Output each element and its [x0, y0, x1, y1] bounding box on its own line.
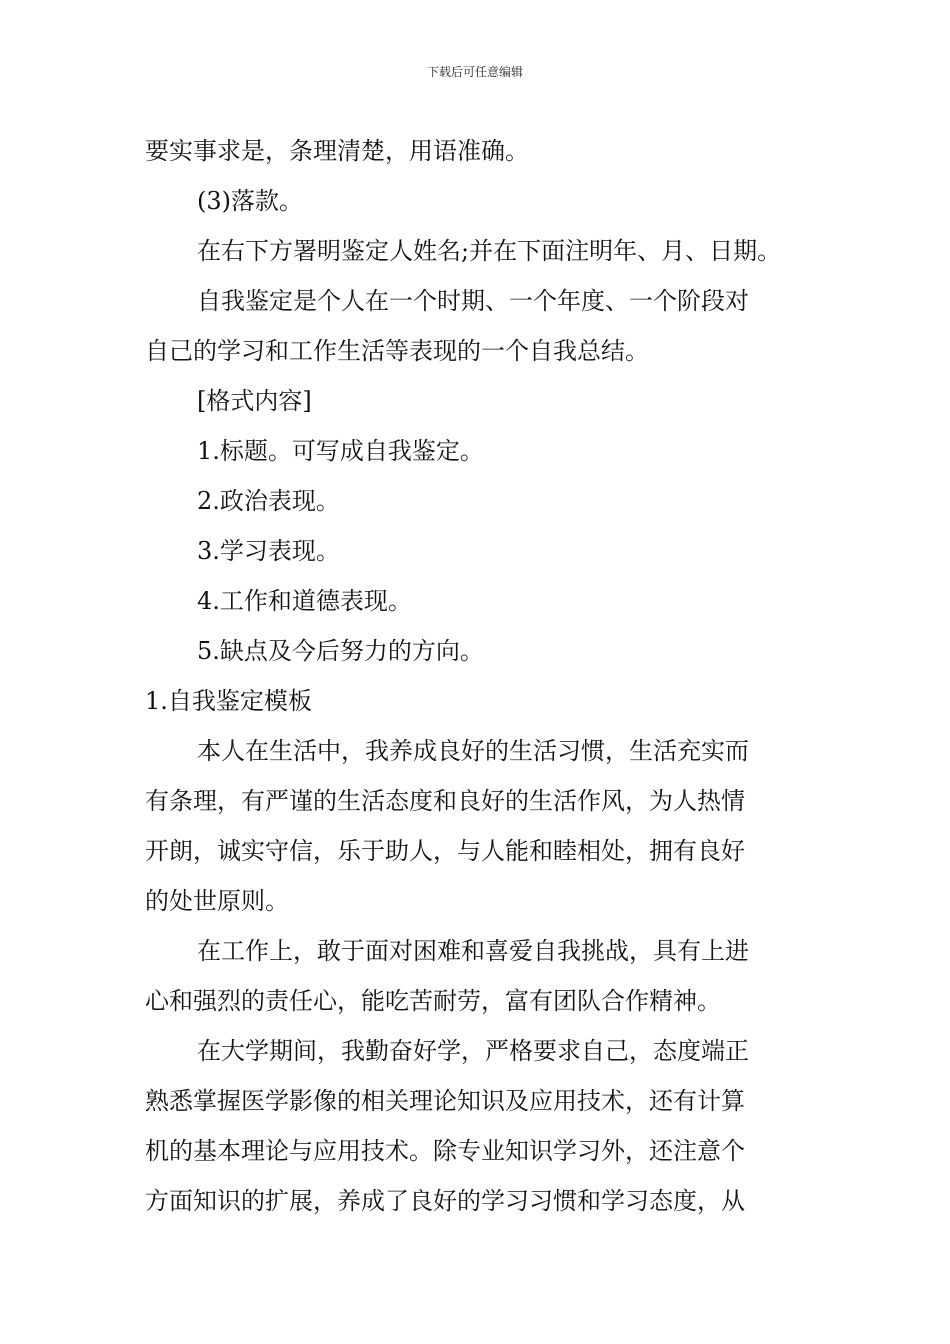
list-item: 1.标题。可写成自我鉴定。: [197, 437, 484, 465]
list-item: 4.工作和道德表现。: [197, 587, 412, 615]
text-line: (3)落款。: [197, 187, 303, 215]
text-line: 在右下方署明鉴定人姓名;并在下面注明年、月、日期。: [197, 237, 782, 265]
text-line: 的处世原则。: [145, 887, 289, 915]
template-heading: 1.自我鉴定模板: [145, 687, 312, 715]
list-item: 2.政治表现。: [197, 487, 340, 515]
text-line: 在大学期间，我勤奋好学，严格要求自己，态度端正: [197, 1037, 749, 1065]
text-line: 机的基本理论与应用技术。除专业知识学习外，还注意个: [145, 1137, 745, 1165]
text-line: 要实事求是，条理清楚，用语准确。: [145, 137, 529, 165]
text-line: 方面知识的扩展，养成了良好的学习习惯和学习态度，从: [145, 1187, 745, 1215]
text-line: 本人在生活中，我养成良好的生活习惯，生活充实而: [197, 737, 749, 765]
text-line: 熟悉掌握医学影像的相关理论知识及应用技术，还有计算: [145, 1087, 745, 1115]
text-line: 开朗，诚实守信，乐于助人，与人能和睦相处，拥有良好: [145, 837, 745, 865]
page-header-note: 下载后可任意编辑: [426, 65, 523, 79]
section-heading: [格式内容]: [197, 387, 312, 415]
text-line: 心和强烈的责任心，能吃苦耐劳，富有团队合作精神。: [145, 987, 721, 1015]
text-line: 自己的学习和工作生活等表现的一个自我总结。: [145, 337, 649, 365]
text-line: 自我鉴定是个人在一个时期、一个年度、一个阶段对: [197, 287, 749, 315]
text-line: 有条理，有严谨的生活态度和良好的生活作风，为人热情: [145, 787, 745, 815]
list-item: 3.学习表现。: [197, 537, 340, 565]
document-body: [145, 126, 810, 1226]
text-line: 在工作上，敢于面对困难和喜爱自我挑战，具有上进: [197, 937, 749, 965]
list-item: 5.缺点及今后努力的方向。: [197, 637, 484, 665]
